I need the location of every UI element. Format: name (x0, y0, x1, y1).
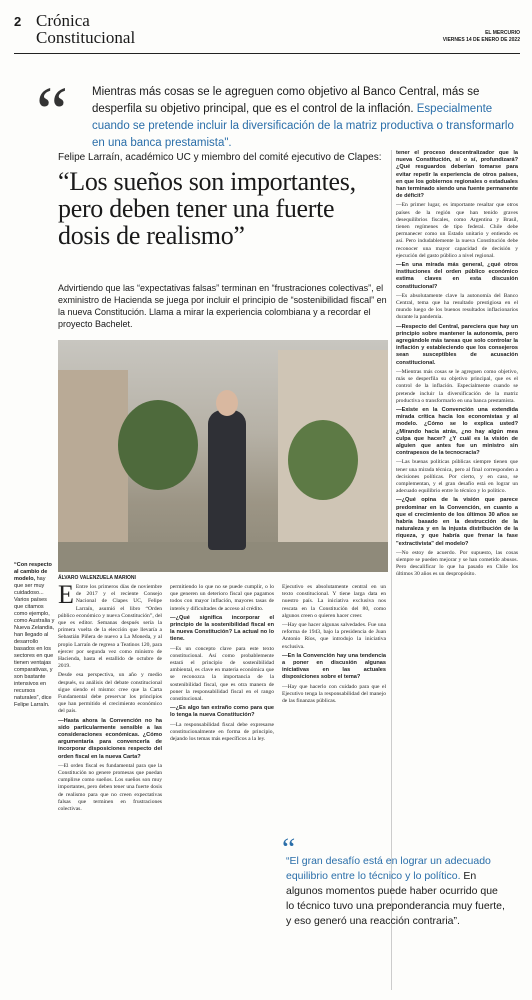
paragraph: permitiendo lo que no se puede cumplir, o lo que generen un deterioro fiscal que pagamos todos con mayor inflación, mayores tasas de interés y dificultades de acceso al crédito. (170, 584, 274, 612)
page-header (14, 8, 520, 54)
paragraph: —Mientras más cosas se le agreguen como objetivo, más se desperfila su objetivo principal, que es el control de la inflación. Especialmente cuando se pretende incluir la diversificación de la matriz productiva o transformarlo en una banca prestamista. (396, 368, 518, 404)
pullquote-bottom-plain: En algunos momentos puede haber ocurrido que lo técnico tuvo una preponderancia muy fuerte, y eso generó una reacción contraria”. (286, 870, 505, 927)
photo-tree (118, 400, 198, 490)
masthead-date: VIERNES 14 DE ENERO DE 2022 (442, 37, 520, 43)
pullquote-top-plain: Mientras más cosas se le agreguen como objetivo al Banco Central, más se desperfila su objetivo principal, que es el control de la inflación. (92, 86, 480, 115)
article-photo (58, 340, 388, 572)
paragraph: Entre los primeros días de noviembre de 2017 y el reciente Consejo Nacional de Clapes UC, Felipe Larraín, asumió el libro “Orden público económico y nueva Constitución”, del que es editor. Semanas después sería la primera vuelta de la elección que llevaría a Sebastián Piñera de nuevo a La Moneda, y al propio Larraín de regreso a Teatinos 120, para ejercer por segunda vez como ministro de Hacienda, hasta el estallido de octubre de 2019. (58, 584, 162, 670)
quote-mark-icon: “ (36, 72, 68, 152)
paragraph: —El orden fiscal es fundamental para que la Constitución no genere promesas que puedan cumplirse como sueños. Los sueños son muy importantes, pero deben tener una fuerte dosis de realismo para que no creen expectativas falsas que terminen en frustraciones colectivas. (58, 762, 162, 813)
question: —En la Convención hay una tendencia a poner en discusión algunas iniciativas en las actuales disposiciones sobre el tema? (282, 652, 386, 681)
question: —¿Es algo tan extraño como para que lo tenga la nueva Constitución? (170, 705, 274, 719)
question: —Hasta ahora la Convención no ha sido particularmente sensible a las consideraciones económicas. ¿Cómo argumentaría para convencerla de incorporar disposiciones respecto del orden fiscal en la nueva Carta? (58, 717, 162, 760)
paragraph: —Hay que hacerlo con cuidado para que el Ejecutivo tenga la responsabilidad del manejo de las finanzas públicas. (282, 683, 386, 705)
photo-credit: ÁLVARO VALENZUELA MARIONI (58, 575, 136, 581)
paragraph: —Hay que hacer algunas salvedades. Fue una reforma de 1943, bajo la presidencia de Juan Antonio Ríos, que introdujo la iniciativa exclusiva. (282, 622, 386, 650)
pullquote-bottom-highlight: “El gran desafío está en lograr un adecuado equilibrio entre lo técnico y lo político. (286, 855, 491, 882)
dropcap: E (58, 584, 74, 609)
paragraph: —Las buenas políticas públicas siempre tienen que tener una mirada técnica, pero al final corresponden a decisiones políticas. Por cierto, y en caso, se complementan, y el gran desafío está en lograr un adecuado equilibrio entre lo técnico y lo político. (396, 459, 518, 495)
article-column-3 (282, 584, 386, 826)
pullquote-bottom-text (286, 854, 508, 929)
quote-mark-icon: “ (282, 832, 296, 865)
question: —¿Qué opina de la visión que parece predominar en la Convención, en cuanto a que el crecimiento de los últimos 30 años se habría basado en la destrucción de la naturaleza y en la injusta distribución de la riqueza, y que habría que frenar la fase "extractivista" del modelo? (396, 497, 518, 547)
pullquote-top-highlight: Especialmente cuando se pretende incluir la diversificación de la matriz productiva o transformarlo en una banca prestamista". (92, 103, 514, 149)
masthead-name: EL MERCURIO (485, 30, 520, 36)
page-number: 2 (14, 14, 22, 29)
article-deck: Advirtiendo que las “expectativas falsas” terminan en “frustraciones colectivas”, el exministro de Hacienda se juega por incluir el principio de “sostenibilidad fiscal” en la nueva Constitución. Llama a mirar la experiencia colombiana y a recordar el proyecto Bachelet. (58, 283, 387, 329)
photo-tree (288, 420, 358, 500)
question: —Respecto del Central, pareciera que hay un principio sobre mantener la autonomía, pero agregándole más tareas que solo controlar la inflación y estableciendo que los consejeros sean susceptibles de acusación constitucional. (396, 323, 518, 366)
photo-building-left (58, 370, 128, 550)
paragraph: —No estoy de acuerdo. Por supuesto, las cosas siempre se pueden mejorar y se han cometido abusos. Pero descalificar lo que ha pasado en Chile los últimos 30 años es un despropósito. (396, 549, 518, 578)
caption-text: hay que ser muy cuidadoso... Varios países que citamos como ejemplo, como Australia y Nueva Zelandia, han llegado al desarrollo basados en los sectores en que tienen ventajas comparativas, y son bastante intensivos en recursos naturales”, dice Felipe Larraín. (14, 576, 55, 708)
masthead (443, 30, 520, 44)
photo-caption (14, 562, 56, 709)
pullquote-top-text (92, 84, 520, 152)
section-title (36, 12, 135, 46)
photo-person-head (216, 390, 238, 416)
paragraph: Desde esa perspectiva, un año y medio después, su análisis del debate constitucional sigue siendo el mismo: cree que la Carta Fundamental debe preservar los principios que han permitido el crecimiento económico del país. (58, 672, 162, 715)
article-headline: “Los sueños son importantes, pero deben tener una fuerte dosis de realismo” (58, 167, 356, 250)
paragraph: —Es un concepto clave para este texto constitucional. Así como probablemente estará el principio de sostenibilidad ambiental, es clave en materia económica que se reconozca la importancia de la sostenibilidad fiscal, que es otra manera de poner la responsabilidad fiscal en el rango constitucional. (170, 645, 274, 703)
caption-bold: “Con respecto al cambio de modelo, (14, 562, 52, 582)
paragraph: Ejecutivo es absolutamente central en un texto constitucional. Y tiene larga data en nuestro país. La iniciativa exclusiva nos rescata en la Constitución del 80, como algunos creen o quieren hacer creer. (282, 584, 386, 619)
paragraph: —En primer lugar, es importante resaltar que otros países de la región que han tenido graves desequilibrios fiscales, como Argentina y Brasil, tienen regímenes de tipo federal. Chile debe permanecer como un Estado unitario y entiendo es así. Pero indudablemente la nueva Constitución debe reconocer una mayor capacidad de decisión y ejecución del gasto público a nivel regional. (396, 202, 518, 259)
question: —Existe en la Convención una extendida mirada crítica hacia los economistas y al modelo. ¿Cómo se lo explica usted? ¿Mirando hacia atrás, ¿no hay algún mea culpa que hacer? ¿Y cuál es la visión de alguien que antes fue un ministro sin contrapesos de la tecnocracia? (396, 406, 518, 457)
section-title-line1: Crónica (36, 11, 90, 30)
paragraph: —La responsabilidad fiscal debe expresarse constitucionalmente en forma de principio, dejando los temas más específicos a la ley. (170, 721, 274, 743)
photo-person (208, 410, 246, 550)
question: —En una mirada más general, ¿qué otros instituciones del orden público económico estima claves en esta discusión constitucional? (396, 262, 518, 290)
question: —¿Qué significa incorporar el principio de la sostenibilidad fiscal en la nueva Constitución? La actual no lo tiene. (170, 614, 274, 643)
paragraph: —Es absolutamente clave la autonomía del Banco Central, tema que ha resultado prestigiosa en el mundo luego de los buenos resultados inflacionarios durante la pandemia. (396, 292, 518, 321)
article-column-2 (170, 584, 274, 988)
question: tener el proceso descentralizador que la nueva Constitución, sí o sí, profundizará? ¿Qué resguardos deberían tomarse para evitar repetir la experiencia de otros países, en que los gobiernos regionales o estaduales han terminado siendo una fuente permanente de déficit? (396, 150, 518, 200)
article-column-1 (58, 584, 162, 988)
article-kicker: Felipe Larraín, académico UC y miembro del comité ejecutivo de Clapes: (58, 152, 382, 163)
section-title-line2: Constitucional (36, 28, 136, 47)
